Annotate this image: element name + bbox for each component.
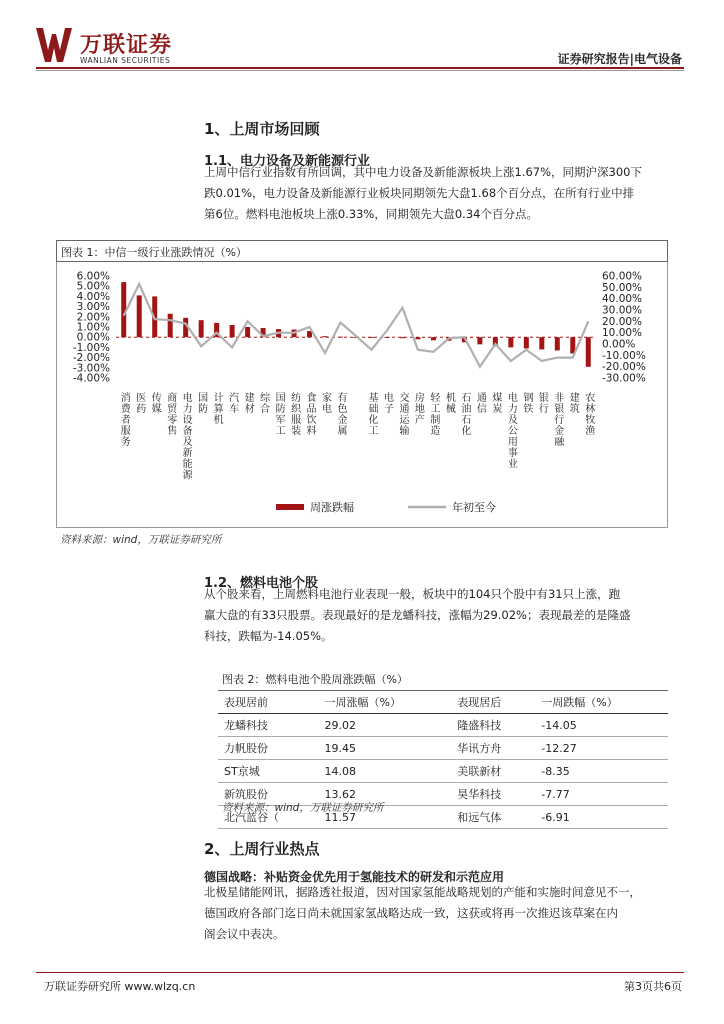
- legend-label: 年初至今: [452, 501, 496, 514]
- table-header: 一周涨幅（%）: [319, 691, 452, 714]
- x-tick-label: 电子: [381, 392, 393, 414]
- y-tick-label-left: 6.00%: [76, 270, 110, 283]
- x-tick-label: 医药: [133, 392, 145, 414]
- bar: [586, 337, 591, 367]
- x-tick-label: 家电: [319, 392, 331, 414]
- table-cell: 北汽蓝谷（: [218, 806, 319, 829]
- table-header-row: [218, 691, 668, 714]
- x-tick-label: 食品饮料: [304, 392, 316, 436]
- y-tick-label-left: 4.00%: [76, 290, 110, 303]
- section1-title: 1、上周市场回顾: [204, 120, 320, 138]
- y-tick-label-left: -2.00%: [72, 352, 110, 365]
- bar: [477, 337, 482, 344]
- table-cell: 13.62: [319, 783, 452, 806]
- sub2-paragraph: [204, 584, 684, 647]
- table-cell: ST京城: [218, 760, 319, 783]
- x-tick-label: 汽车: [226, 392, 238, 414]
- paragraph-line: 德国政府各部门迄日尚未就国家氢战略达成一致，这获或将再一次推迟该草案在内: [204, 906, 618, 920]
- x-tick-label: 传媒: [149, 392, 161, 414]
- legend-swatch-bar: [276, 504, 304, 510]
- footer-divider: [36, 972, 684, 973]
- paragraph-line: 第6位。燃料电池板块上涨0.33%，同期领先大盘0.34个百分点。: [204, 207, 538, 221]
- table-cell: 19.45: [319, 737, 452, 760]
- header-divider-thin: [36, 70, 684, 71]
- figure1-caption: 图表 1：中信一级行业涨跌情况（%）: [61, 246, 247, 259]
- x-tick-label: 电力及公用事业: [505, 392, 517, 469]
- bar: [338, 337, 343, 338]
- x-tick-label: 商贸零售: [164, 392, 176, 436]
- table-cell: 11.57: [319, 806, 452, 829]
- table-header: 表现居后: [451, 691, 535, 714]
- y-tick-label-right: 10.00%: [602, 327, 643, 340]
- y-tick-label-left: -4.00%: [72, 372, 110, 385]
- y-tick-label-left: 0.00%: [76, 331, 110, 344]
- figure1-source: 资料来源：wind，万联证券研究所: [60, 534, 222, 546]
- y-tick-label-left: 5.00%: [76, 280, 110, 293]
- sub1-paragraph: [204, 162, 684, 225]
- bar: [323, 336, 328, 337]
- bar: [508, 337, 513, 347]
- logo-w-icon: [36, 28, 72, 62]
- y-tick-label-right: 50.00%: [602, 281, 643, 294]
- table-header: 一周跌幅（%）: [535, 691, 668, 714]
- table-row: [218, 760, 668, 783]
- x-tick-label: 建筑: [567, 392, 579, 414]
- y-tick-label-right: 40.00%: [602, 293, 643, 306]
- y-tick-label-right: 20.00%: [602, 315, 643, 328]
- table-cell: 和远气体: [451, 806, 535, 829]
- y-tick-label-right: -20.00%: [602, 361, 646, 374]
- paragraph-line: 北极星储能网讯，据路透社报道，因对国家氢能战略规划的产能和实施时间意见不一，: [204, 885, 641, 899]
- table-cell: 华讯方舟: [451, 737, 535, 760]
- y-tick-label-right: -10.00%: [602, 349, 646, 362]
- x-tick-label: 石油石化: [458, 392, 470, 436]
- x-tick-label: 交通运输: [396, 392, 408, 436]
- y-tick-label-left: -3.00%: [72, 362, 110, 375]
- paragraph-line: 上周中信行业指数有所回调，其中电力设备及新能源板块上涨1.67%，同期沪深300下: [204, 165, 642, 179]
- y-tick-label-left: 2.00%: [76, 311, 110, 324]
- sub2-title: 1.2、燃料电池个股: [204, 576, 319, 591]
- bar: [431, 337, 436, 340]
- x-tick-label: 机械: [443, 392, 455, 414]
- bar: [369, 337, 374, 338]
- table-cell: 隆盛科技: [451, 714, 535, 737]
- x-tick-label: 有色金属: [335, 392, 347, 436]
- table-cell: -7.77: [535, 783, 668, 806]
- x-tick-label: 煤炭: [489, 392, 501, 414]
- bar: [524, 337, 529, 348]
- table-cell: 新筑股份: [218, 783, 319, 806]
- table-cell: 昊华科技: [451, 783, 535, 806]
- bar: [245, 327, 250, 337]
- x-tick-label: 通信: [474, 392, 486, 414]
- bar: [168, 314, 173, 337]
- series-line: [124, 284, 589, 367]
- table-cell: 29.02: [319, 714, 452, 737]
- figure1-chart: [56, 262, 668, 528]
- x-tick-label: 消费者服务: [118, 392, 130, 447]
- section2-title: 2、上周行业热点: [204, 840, 320, 858]
- news-title: 德国战略：补贴资金优先用于氢能技术的研发和示范应用: [204, 870, 505, 884]
- bar: [415, 337, 420, 339]
- y-tick-label-right: 60.00%: [602, 270, 643, 283]
- x-tick-label: 建材: [242, 392, 254, 414]
- x-tick-label: 计算机: [211, 392, 223, 425]
- x-tick-label: 非银行金融: [551, 392, 563, 447]
- sub1-title: 1.1、电力设备及新能源行业: [204, 154, 371, 169]
- header-divider: [36, 67, 684, 69]
- y-tick-label-right: 30.00%: [602, 304, 643, 317]
- x-tick-label: 纺织服装: [288, 392, 300, 436]
- paragraph-line: 跌0.01%，电力设备及新能源行业板块同期领先大盘1.68个百分点，在所有行业中排: [204, 186, 635, 200]
- footer-left: 万联证券研究所 www.wlzq.cn: [44, 980, 196, 993]
- page-number: 第3页共6页: [624, 980, 682, 993]
- y-tick-label-right: 0.00%: [602, 338, 636, 351]
- bar: [384, 337, 389, 338]
- table-row: [218, 714, 668, 737]
- x-tick-label: 房地产: [412, 392, 424, 425]
- x-tick-label: 国防: [195, 392, 207, 414]
- paragraph-line: 赢大盘的有33只股票。表现最好的是龙蟠科技，涨幅为29.02%；表现最差的是隆盛: [204, 608, 631, 622]
- logo-cn: 万联证券: [80, 33, 173, 58]
- figure1-caption-box: [56, 240, 668, 262]
- table-row: [218, 737, 668, 760]
- bar: [199, 320, 204, 337]
- table-cell: -12.27: [535, 737, 668, 760]
- logo-en: WANLIAN SECURITIES: [80, 56, 171, 65]
- paragraph-line: 科技，跌幅为-14.05%。: [204, 629, 333, 643]
- bar: [555, 337, 560, 350]
- paragraph-line: 阁会议中表决。: [204, 927, 285, 941]
- x-tick-label: 轻工制造: [427, 392, 439, 436]
- table-cell: 力帆股份: [218, 737, 319, 760]
- table2-caption: 图表 2：燃料电池个股周涨跌幅（%）: [218, 668, 668, 691]
- y-tick-label-right: -30.00%: [602, 372, 646, 385]
- table-header: 表现居前: [218, 691, 319, 714]
- x-tick-label: 农林牧渔: [582, 392, 594, 436]
- x-tick-label: 银行: [536, 392, 548, 414]
- x-tick-label: 综合: [257, 392, 269, 414]
- bar: [539, 337, 544, 349]
- table-cell: 美联新材: [451, 760, 535, 783]
- bar: [400, 337, 405, 338]
- paragraph-line: 从个股来看，上周燃料电池行业表现一般，板块中的104只个股中有31只上涨，跑: [204, 587, 621, 601]
- bar: [230, 325, 235, 337]
- x-tick-label: 基础化工: [365, 392, 377, 436]
- x-tick-label: 电力设备及新能源: [180, 392, 192, 480]
- y-tick-label-left: 3.00%: [76, 301, 110, 314]
- bar: [137, 295, 142, 337]
- table2-source: 资料来源：wind，万联证券研究所: [222, 802, 384, 814]
- x-tick-label: 国防军工: [273, 392, 285, 436]
- table-cell: 龙蟠科技: [218, 714, 319, 737]
- news-paragraph: [204, 882, 684, 945]
- report-type: 证券研究报告|电气设备: [557, 52, 682, 66]
- y-tick-label-left: 1.00%: [76, 321, 110, 334]
- x-tick-label: 钢铁: [520, 392, 532, 414]
- table-cell: -14.05: [535, 714, 668, 737]
- table-cell: 14.08: [319, 760, 452, 783]
- table-cell: -8.35: [535, 760, 668, 783]
- legend-label: 周涨跌幅: [310, 501, 354, 514]
- table-cell: -6.91: [535, 806, 668, 829]
- y-tick-label-left: -1.00%: [72, 341, 110, 354]
